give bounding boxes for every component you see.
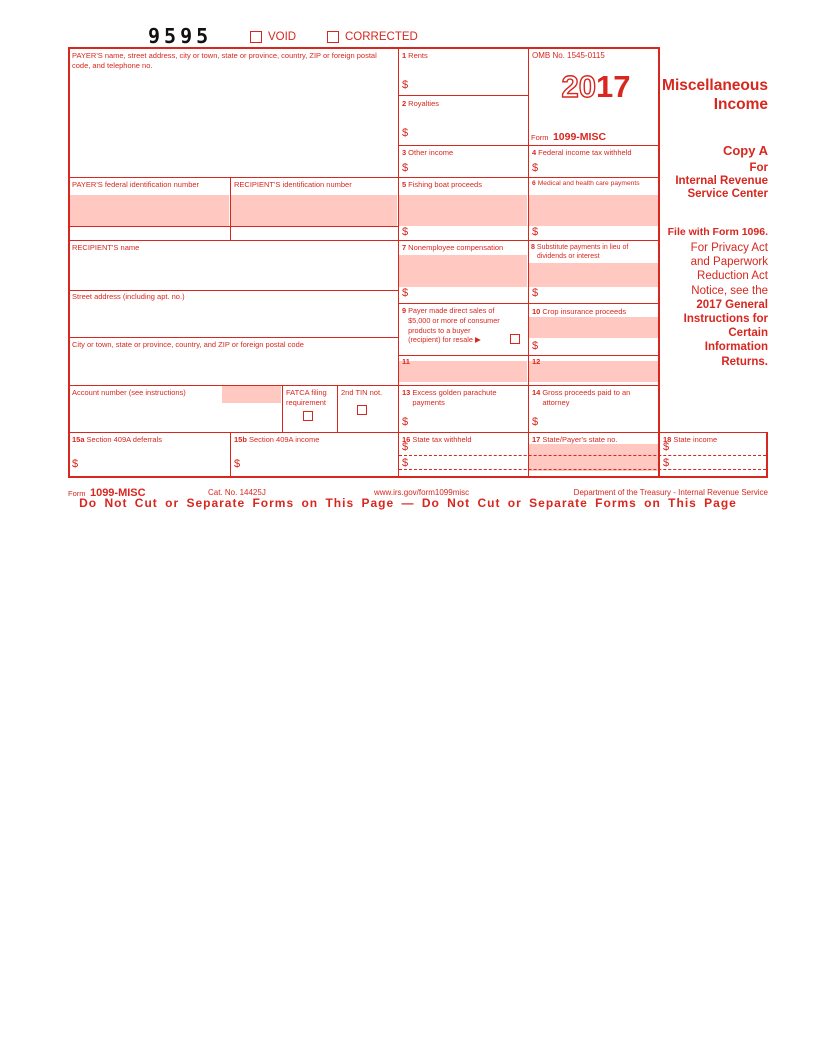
box18-dollar-1: $ <box>663 441 670 453</box>
fatca-label: FATCA filing requirement <box>286 388 327 407</box>
payer-info-label: PAYER'S name, street address, city or town, state or province, country, ZIP or foreign postal code, and telephone no. <box>72 51 377 70</box>
grid-line <box>68 240 660 241</box>
box8-label: 8 Substitute payments in lieu of dividends or interest <box>531 244 629 261</box>
privacy-notice: For Privacy Act and Paperwork Reduction Act Notice, see the 2017 General Instructions for Certain Information Returns. <box>683 242 768 368</box>
dashed-separator <box>399 469 766 470</box>
void-checkbox[interactable] <box>250 31 262 43</box>
box10-dollar: $ <box>532 340 539 352</box>
box11-field[interactable] <box>399 361 527 382</box>
box4-dollar: $ <box>532 162 539 174</box>
footer-form-number: Form 1099-MISC <box>68 487 146 499</box>
box9-label: 9 Payer made direct sales of $5,000 or more of consumer products to a buyer (recipient) for resale ▶ <box>402 306 500 345</box>
grid-line <box>528 47 529 478</box>
box18-label: 18 State income <box>663 435 718 444</box>
box12-field[interactable] <box>529 361 658 382</box>
payer-tin-field[interactable] <box>69 195 229 226</box>
dashed-separator <box>399 455 766 456</box>
grid-line <box>398 145 659 146</box>
box11-label: 11 <box>402 357 410 366</box>
grid-line <box>398 303 659 304</box>
street-address-label: Street address (including apt. no.) <box>72 292 185 301</box>
box4-label: 4 Federal income tax withheld <box>532 148 632 157</box>
form-title: Miscellaneous Income <box>662 77 768 113</box>
grid-line <box>68 385 660 386</box>
grid-line <box>68 476 768 478</box>
box13-label: 13 Excess golden parachute payments <box>402 388 497 407</box>
box1-label: 1 Rents <box>402 51 428 60</box>
tax-year: 2017 <box>561 69 631 104</box>
grid-line <box>230 432 231 478</box>
void-label: VOID <box>268 31 297 43</box>
irs-line-2: Service Center <box>687 188 768 200</box>
box12-label: 12 <box>532 357 541 366</box>
grid-line <box>230 177 231 240</box>
recipient-tin-label: RECIPIENT'S identification number <box>234 180 352 189</box>
catalog-number: Cat. No. 14425J <box>208 488 266 497</box>
box10-amount-field[interactable] <box>529 317 658 338</box>
box1-dollar: $ <box>402 79 409 91</box>
irs-line-1: Internal Revenue <box>675 175 768 187</box>
box2-label: 2 Royalties <box>402 99 440 108</box>
grid-line <box>68 432 768 433</box>
box13-dollar: $ <box>402 416 409 428</box>
for-label: For <box>749 162 768 174</box>
recipient-tin-field[interactable] <box>231 195 397 226</box>
do-not-cut-warning: Do Not Cut or Separate Forms on This Page — Do Not Cut or Separate Forms on This Page <box>79 496 737 510</box>
grid-line <box>282 385 283 432</box>
box15b-label: 15b Section 409A income <box>234 435 320 444</box>
box7-amount-field[interactable] <box>399 255 527 287</box>
account-number-label: Account number (see instructions) <box>72 388 186 397</box>
box9-checkbox[interactable] <box>510 334 520 344</box>
form-number-label: Form 1099-MISC <box>531 131 607 143</box>
box14-dollar: $ <box>532 416 539 428</box>
grid-line <box>398 355 659 356</box>
box7-label: 7 Nonemployee compensation <box>402 243 504 252</box>
box16-label: 16 State tax withheld <box>402 435 472 444</box>
box6-dollar: $ <box>532 226 539 238</box>
box3-dollar: $ <box>402 162 409 174</box>
box3-label: 3 Other income <box>402 148 454 157</box>
box14-label: 14 Gross proceeds paid to an attorney <box>532 388 631 407</box>
box5-amount-field[interactable] <box>399 195 527 226</box>
grid-line <box>68 337 398 338</box>
corrected-checkbox[interactable] <box>327 31 339 43</box>
city-label: City or town, state or province, country, and ZIP or foreign postal code <box>72 340 304 349</box>
grid-line <box>398 47 399 478</box>
box17-label: 17 State/Payer's state no. <box>532 435 618 444</box>
grid-line <box>68 226 398 227</box>
box18-dollar-2: $ <box>663 457 670 469</box>
payer-tin-label: PAYER'S federal identification number <box>72 180 200 189</box>
box16-dollar-2: $ <box>402 457 409 469</box>
recipient-name-label: RECIPIENT'S name <box>72 243 140 252</box>
file-with-label: File with Form 1096. <box>667 226 768 238</box>
grid-line <box>337 385 338 432</box>
box8-amount-field[interactable] <box>529 263 658 287</box>
second-tin-checkbox[interactable] <box>357 405 367 415</box>
grid-line <box>68 177 660 178</box>
irs-url: www.irs.gov/form1099misc <box>374 488 470 497</box>
box15a-dollar: $ <box>72 458 79 470</box>
box8-dollar: $ <box>532 287 539 299</box>
second-tin-label: 2nd TIN not. <box>341 388 383 397</box>
box5-dollar: $ <box>402 226 409 238</box>
grid-line <box>68 290 398 291</box>
omb-number: OMB No. 1545-0115 <box>532 51 605 60</box>
box17-state-field[interactable] <box>529 444 658 471</box>
print-code: 9595 <box>148 24 213 48</box>
box7-dollar: $ <box>402 287 409 299</box>
box15a-label: 15a Section 409A deferrals <box>72 435 162 444</box>
box6-amount-field[interactable] <box>529 195 658 226</box>
grid-line <box>398 95 528 96</box>
corrected-label: CORRECTED <box>345 31 418 43</box>
box15b-dollar: $ <box>234 458 241 470</box>
grid-line <box>658 47 660 478</box>
box6-label: 6 Medical and health care payments <box>532 180 640 187</box>
grid-line <box>68 47 70 478</box>
grid-line <box>766 432 768 478</box>
box10-label: 10 Crop insurance proceeds <box>532 307 627 316</box>
box16-dollar-1: $ <box>402 441 409 453</box>
treasury-line: Department of the Treasury - Internal Revenue Service <box>573 488 768 497</box>
account-number-field[interactable] <box>222 386 281 403</box>
copy-a-label: Copy A <box>722 143 768 158</box>
box5-label: 5 Fishing boat proceeds <box>402 180 482 189</box>
box2-dollar: $ <box>402 127 409 139</box>
fatca-checkbox[interactable] <box>303 411 313 421</box>
